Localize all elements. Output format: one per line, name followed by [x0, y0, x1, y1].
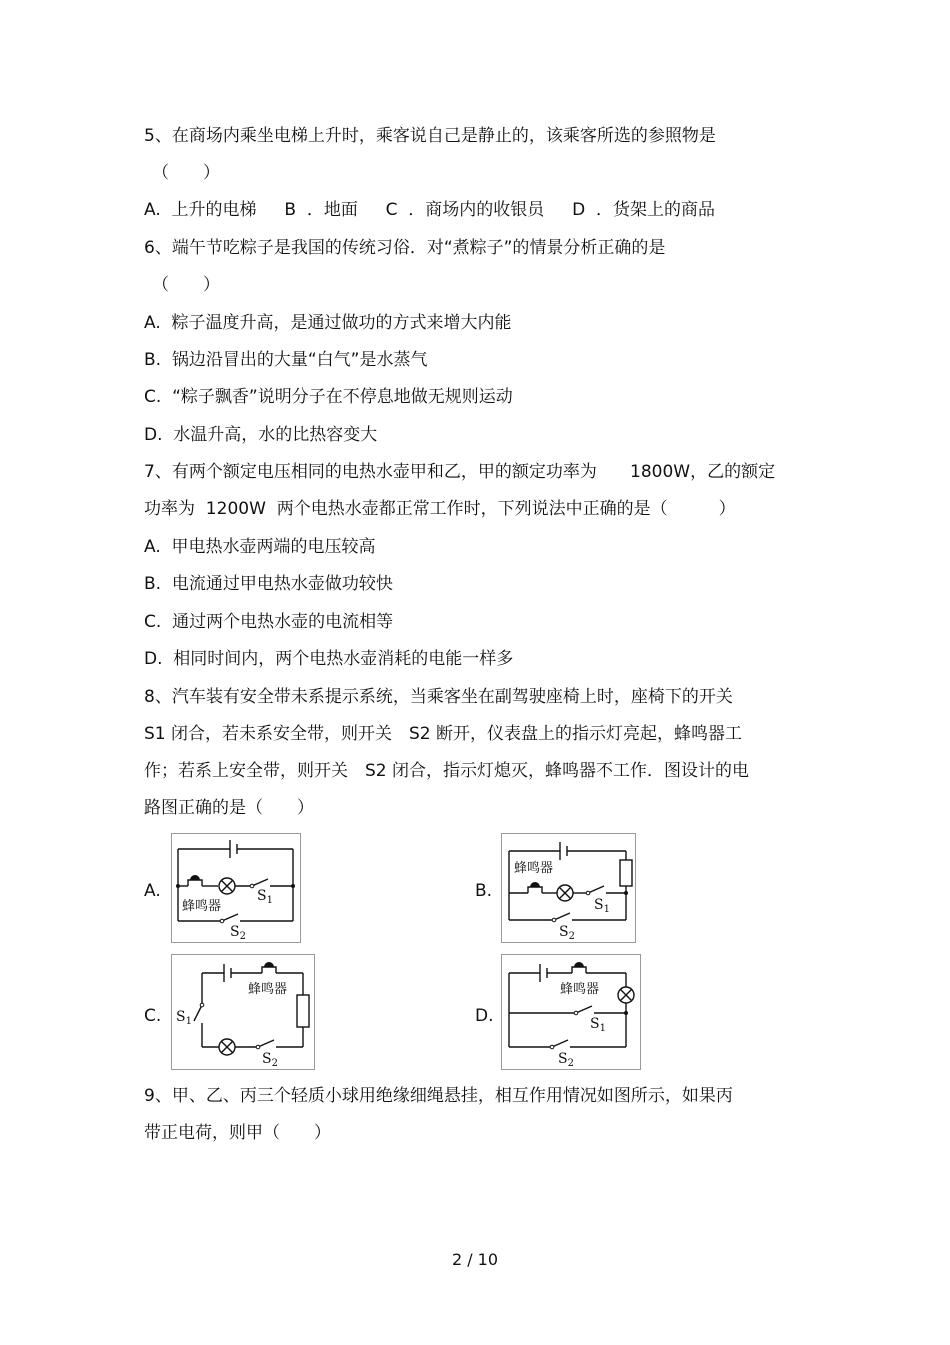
- q7-option-d: D. 相同时间内，两个电热水壶消耗的电能一样多: [144, 649, 514, 669]
- q7-option-c: C. 通过两个电热水壶的电流相等: [144, 612, 394, 632]
- q7-stem-line1: 7、有两个额定电压相同的电热水壶甲和乙，甲的额定功率为 1800W，乙的额定: [144, 462, 776, 482]
- svg-text:S2: $S_2$: [558, 1051, 574, 1069]
- circuit-diagram-a: [171, 833, 301, 943]
- circuit-a-svg: [172, 834, 300, 942]
- circuit-diagram-d: [501, 954, 641, 1070]
- svg-text:S1: $S_1$: [257, 888, 273, 906]
- circuit-diagram-c: [171, 954, 315, 1070]
- circuit-d-svg: [502, 955, 640, 1069]
- q8-stem-line3: 作；若系上安全带，则开关 S2 闭合，指示灯熄灭，蜂鸣器不工作．图设计的电: [144, 761, 750, 781]
- q5-answer-paren: （ ）: [152, 163, 220, 183]
- q6-option-d: D. 水温升高，水的比热容变大: [144, 425, 378, 445]
- q6-stem: 6、端午节吃粽子是我国的传统习俗．对“煮粽子”的情景分析正确的是: [144, 238, 666, 258]
- q8-stem-line4: 路图正确的是（ ）: [144, 798, 314, 818]
- circuit-c-buzzer-label: 蜂鸣器: [248, 982, 288, 997]
- svg-text:S2: $S_2$: [559, 924, 575, 942]
- q7-option-a: A. 甲电热水壶两端的电压较高: [144, 537, 376, 557]
- q8-option-b-label: B.: [475, 881, 493, 901]
- q6-option-a: A. 粽子温度升高，是通过做功的方式来增大内能: [144, 313, 512, 333]
- circuit-a-buzzer-label: 蜂鸣器: [182, 899, 222, 914]
- q5-options: A. 上升的电梯 B ．地面 C ．商场内的收银员 D ．货架上的商品: [144, 200, 716, 220]
- svg-text:S1: $S_1$: [590, 1016, 606, 1034]
- svg-text:S1: $S_1$: [594, 897, 610, 915]
- page-number: 2 / 10: [451, 1250, 499, 1269]
- circuit-diagram-b: [501, 833, 636, 943]
- q9-stem-line2: 带正电荷，则甲（ ）: [144, 1123, 331, 1143]
- q8-option-c-label: C.: [144, 1006, 162, 1026]
- q9-stem-line1: 9、甲、乙、丙三个轻质小球用绝缘细绳悬挂，相互作用情况如图所示，如果丙: [144, 1086, 733, 1106]
- circuit-d-buzzer-label: 蜂鸣器: [560, 982, 600, 997]
- q7-option-b: B. 电流通过甲电热水壶做功较快: [144, 574, 393, 594]
- q5-stem: 5、在商场内乘坐电梯上升时，乘客说自己是静止的，该乘客所选的参照物是: [144, 126, 716, 146]
- circuit-c-svg: [172, 955, 314, 1069]
- q6-option-c: C. “粽子飘香”说明分子在不停息地做无规则运动: [144, 387, 513, 407]
- q7-stem-line2: 功率为 1200W 两个电热水壶都正常工作时，下列说法中正确的是（ ）: [144, 499, 736, 519]
- q8-stem-line2: S1 闭合，若未系安全带，则开关 S2 断开，仪表盘上的指示灯亮起，蜂鸣器工: [144, 724, 743, 744]
- circuit-b-buzzer-label: 蜂鸣器: [514, 861, 554, 876]
- svg-text:S2: $S_2$: [262, 1051, 278, 1069]
- svg-text:S2: $S_2$: [230, 924, 246, 942]
- circuit-b-svg: [502, 834, 635, 942]
- q8-stem-line1: 8、汽车装有安全带未系提示系统，当乘客坐在副驾驶座椅上时，座椅下的开关: [144, 687, 733, 707]
- q6-answer-paren: （ ）: [152, 275, 220, 295]
- q8-option-d-label: D.: [475, 1006, 494, 1026]
- svg-text:S1: $S_1$: [176, 1009, 192, 1027]
- q6-option-b: B. 锅边沿冒出的大量“白气”是水蒸气: [144, 350, 428, 370]
- q8-option-a-label: A.: [144, 881, 161, 901]
